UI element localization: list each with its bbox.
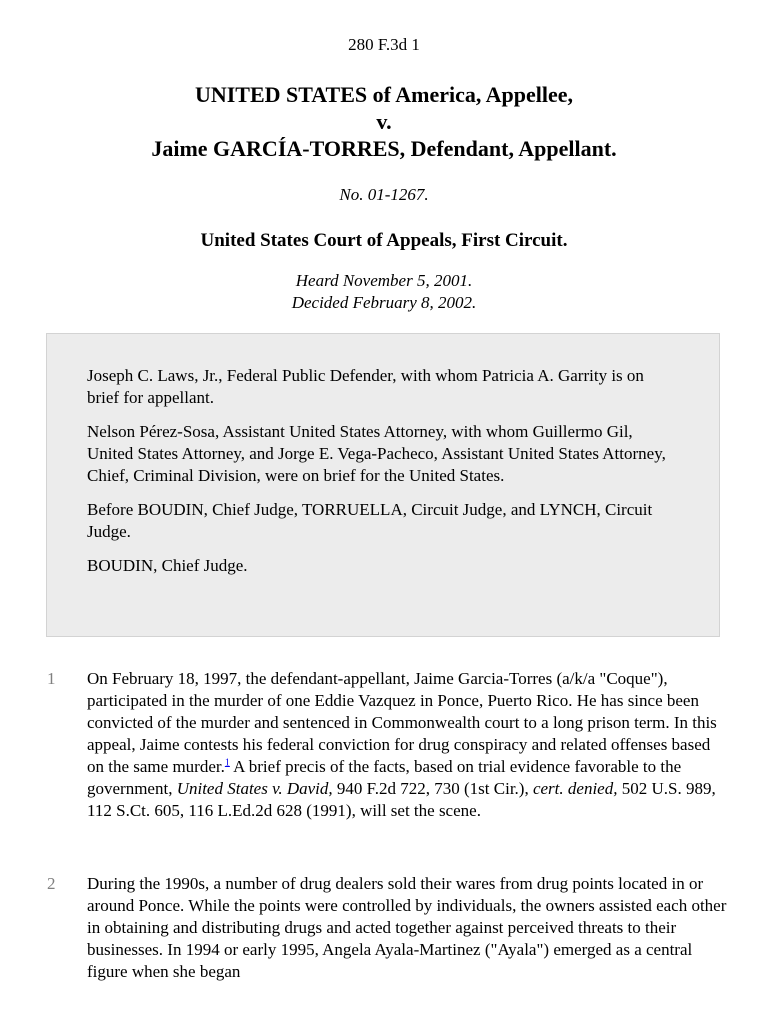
paragraph-text: During the 1990s, a number of drug dealers sold their wares from drug points located in or around Ponce. While the points were controlled by individuals, the owners assisted each other in obtaining and distributing drugs and acted together against perceived threats to their businesses. In 1994 or early 1995, Angela Ayala-Martinez ("Ayala") emerged as a central figure when she began bbox=[87, 874, 727, 981]
judicial-panel: Before BOUDIN, Chief Judge, TORRUELLA, Circuit Judge, and LYNCH, Circuit Judge. bbox=[87, 500, 653, 541]
docket-number: No. 01-1267. bbox=[339, 185, 429, 204]
citation: 280 F.3d 1 bbox=[348, 35, 420, 54]
paragraph-text-segment: On February 18, 1997, the defendant-appellant, Jaime Garcia-Torres (a/k/a "Coque"), participated in the murder of one Eddie Vazquez in Ponce, Puerto Rico. He has since been convicted of the murder and sentenced in Commonwealth court to a long prison term. In this appeal, Jaime contests his federal conviction for drug conspiracy and related offenses based on the same murder. bbox=[87, 669, 717, 776]
paragraph-text-segment: 940 F.2d 722, 730 (1st Cir.), bbox=[332, 779, 533, 798]
decided-date: Decided February 8, 2002. bbox=[291, 293, 477, 312]
appellee-line: UNITED STATES of America, Appellee, bbox=[194, 82, 574, 107]
paragraph-text-segment: 502 U.S. 989, 112 S.Ct. 605, 116 L.Ed.2d 628 (1991), will set the scene. bbox=[87, 779, 716, 820]
paragraph-text bbox=[87, 668, 727, 822]
case-caption bbox=[0, 81, 768, 162]
court-name: United States Court of Appeals, First Circuit. bbox=[200, 230, 568, 251]
opinion-author: BOUDIN, Chief Judge. bbox=[87, 556, 248, 575]
hearing-dates bbox=[0, 270, 768, 314]
paragraph-number: 1 bbox=[47, 669, 56, 688]
counsel-box bbox=[46, 333, 720, 637]
paragraph-number: 2 bbox=[47, 874, 56, 893]
heard-date: Heard November 5, 2001. bbox=[295, 271, 473, 290]
appellant-line: Jaime GARCÍA-TORRES, Defendant, Appellant. bbox=[151, 136, 617, 161]
footnote-link[interactable]: 1 bbox=[224, 757, 230, 769]
versus-line: v. bbox=[376, 109, 392, 134]
cert-denied: cert. denied, bbox=[532, 779, 618, 798]
appellee-counsel: Nelson Pérez-Sosa, Assistant United States Attorney, with whom Guillermo Gil, United States Attorney, and Jorge E. Vega-Pacheco, Assistant United States Attorney, Chief, Criminal Division, were on brief for the United States. bbox=[87, 422, 666, 485]
appellant-counsel: Joseph C. Laws, Jr., Federal Public Defender, with whom Patricia A. Garrity is on brief for appellant. bbox=[87, 366, 644, 407]
case-citation-name: United States v. David, bbox=[176, 779, 333, 798]
paragraph-text-segment: A brief precis of the facts, based on trial evidence favorable to the government, bbox=[87, 757, 682, 798]
